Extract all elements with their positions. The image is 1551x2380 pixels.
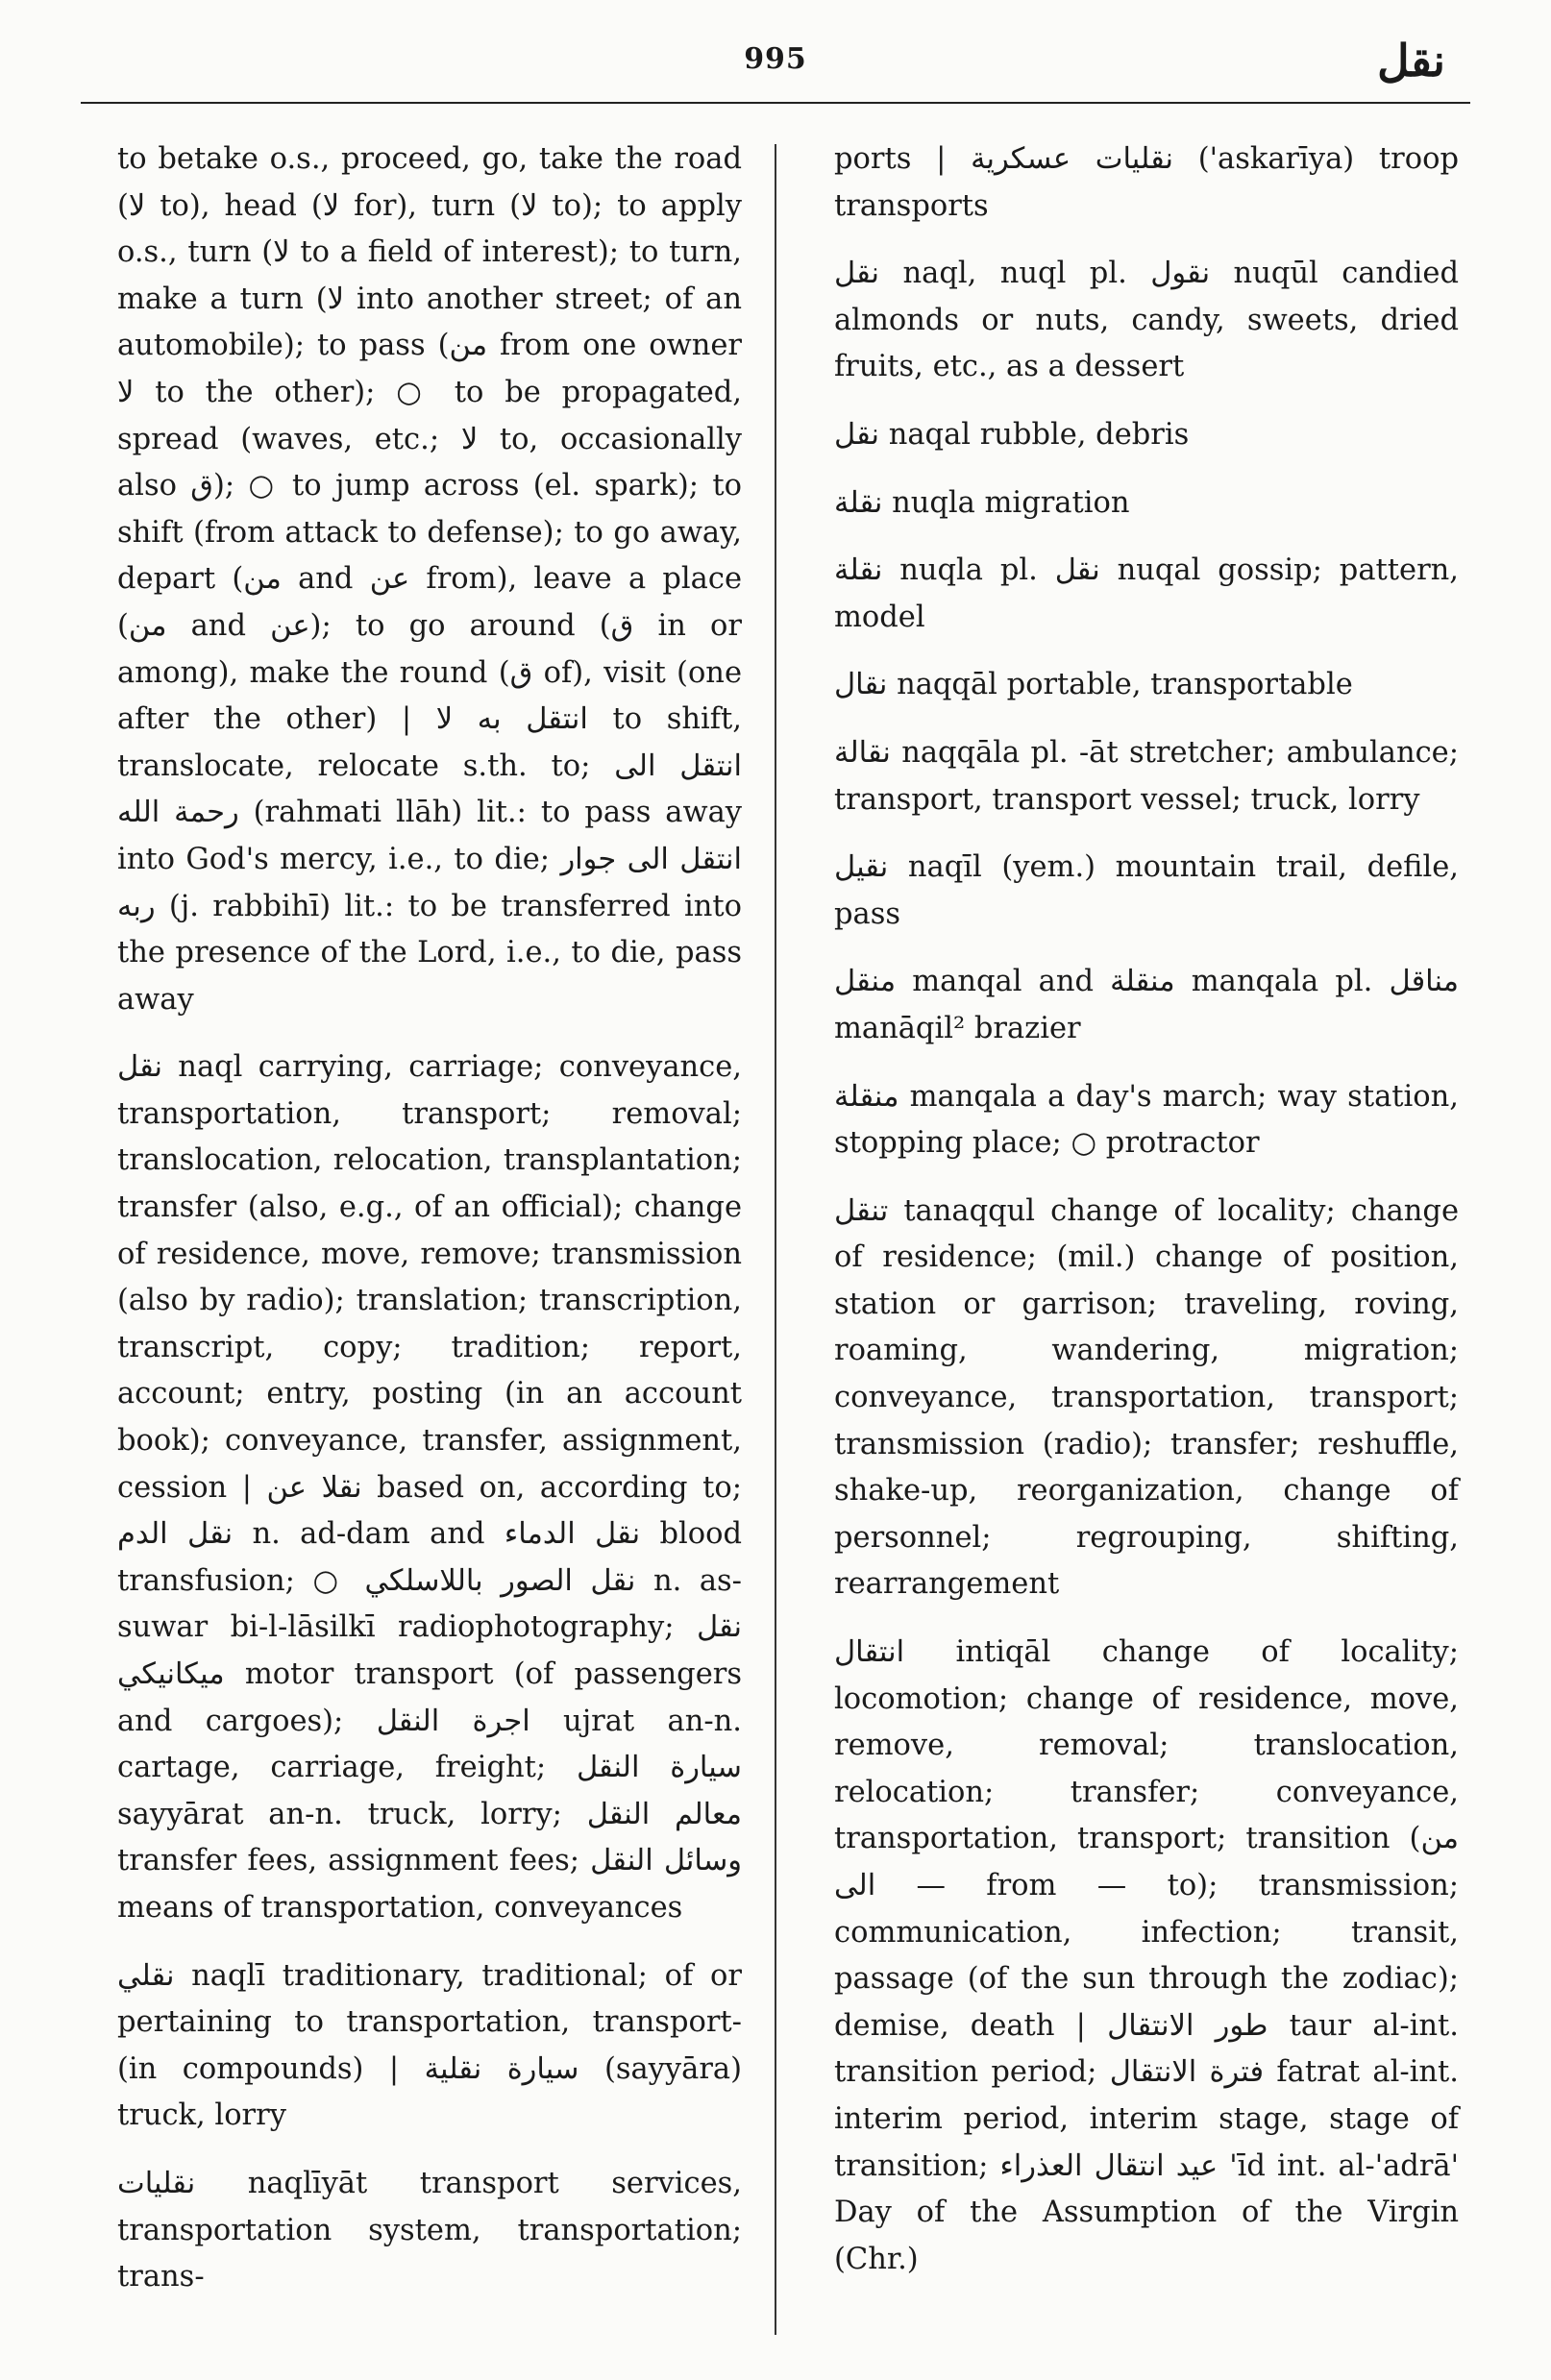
dictionary-entry: to betake o.s., proceed, go, take the road (لا to), head (لا for), turn (لا to); to apply o.s., turn (لا to a field of interest); to turn, make a turn (لا into another street; of an automobile); to pass (من from one owner لا to the other); ○ to be propagated, spread (waves, etc.; لا to, occasionally also ق); ○ to jump across (el. spark); to shift (from attack to defense); to go away, depart (من and عن from), leave a place (من and عن); to go around (ق in or among), make the round (ق of), visit (one after the other) | انتقل به لا to shift, translocate, relocate s.th. to; انتقل الى رحمة الله (rahmati llāh) lit.: to pass away into God's mercy, i.e., to die; انتقل الى جوار ربه (j. rabbihī) lit.: to be transferred into the presence of the Lord, i.e., to die, pass away: [117, 142, 743, 1017]
running-head: نقل: [1377, 35, 1445, 86]
dictionary-entry: ports | نقليات عسكرية ('askarīya) troop transports: [834, 142, 1459, 223]
dictionary-entry: نقلة nuqla migration: [834, 485, 1130, 520]
dictionary-entry: نقال naqqāl portable, transportable: [834, 668, 1353, 702]
dictionary-entry: نقليات naqlīyāt transport services, transportation system, transportation; trans-: [117, 2166, 742, 2294]
dictionary-entry: منقل manqal and منقلة manqala pl. مناقل manāqil² brazier: [834, 965, 1459, 1045]
dictionary-entry: نقلي naqlī traditionary, traditional; of or pertaining to transportation, transport- (in compounds) | سيارة نقلية (sayyāra) truck, lorry: [117, 1958, 742, 2133]
dictionary-entry: نقل naqal rubble, debris: [834, 417, 1190, 452]
dictionary-entry: منقلة manqala a day's march; way station, stopping place; ○ protractor: [834, 1079, 1459, 1161]
dictionary-entry: تنقل tanaqqul change of locality; change of residence; (mil.) change of position, station or garrison; traveling, roving, roaming, wandering, migration; conveyance, transportation, transport; transmission (radio); transfer; reshuffle, shake-up, reorganization, change of personnel; regrouping, shifting, rearrangement: [834, 1193, 1459, 1602]
left-column: [117, 136, 742, 2322]
dictionary-entry: نقل naql carrying, carriage; conveyance, transportation, transport; removal; translocation, relocation, transplantation; transfer (also, e.g., of an official); change of residence, move, remove; transmission (also by radio); translation; transcription, transcript, copy; tradition; report, account; entry, posting (in an account book); conveyance, transfer, assignment, cession | نقلا عن based on, according to; نقل الدم n. ad-dam and نقل الدماء blood transfusion; ○ نقل الصور باللاسلكي n. as-suwar bi-l-lāsilkī radiophotography; نقل ميكانيكي motor transport (of passengers and cargoes); اجرة النقل ujrat an-n. cartage, carriage, freight; سيارة النقل sayyārat an-n. truck, lorry; معالم النقل transfer fees, assignment fees; وسائل النقل means of transportation, conveyances: [117, 1050, 742, 1925]
column-divider: [775, 144, 776, 2335]
header-rule: [81, 102, 1470, 104]
dictionary-entry: نقل naql, nuql pl. نقول nuqūl candied almonds or nuts, candy, sweets, dried fruits, etc., as a dessert: [834, 257, 1459, 384]
dictionary-entry: نقيل naqīl (yem.) mountain trail, defile, pass: [834, 850, 1459, 931]
dictionary-entry: نقالة naqqāla pl. -āt stretcher; ambulance; transport, transport vessel; truck, lorry: [834, 735, 1459, 817]
right-column: [834, 136, 1459, 2304]
dictionary-entry: انتقال intiqāl change of locality; locomotion; change of residence, move, remove, removal; translocation, relocation; transfer; conveyance, transportation, transport; transition (من — الى from — to); transmission; communication, infection; transit, passage (of the sun through the zodiac); demise, death | طور الانتقال taur al-int. transition period; فترة الانتقال fatrat al-int. interim period, interim stage, stage of transition; عيد انتقال العذراء 'īd int. al-'adrā' Day of the Assumption of the Virgin (Chr.): [834, 1635, 1459, 2276]
page-number: 995: [744, 42, 807, 76]
dictionary-entry: نقلة nuqla pl. نقل nuqal gossip; pattern, model: [834, 553, 1459, 634]
